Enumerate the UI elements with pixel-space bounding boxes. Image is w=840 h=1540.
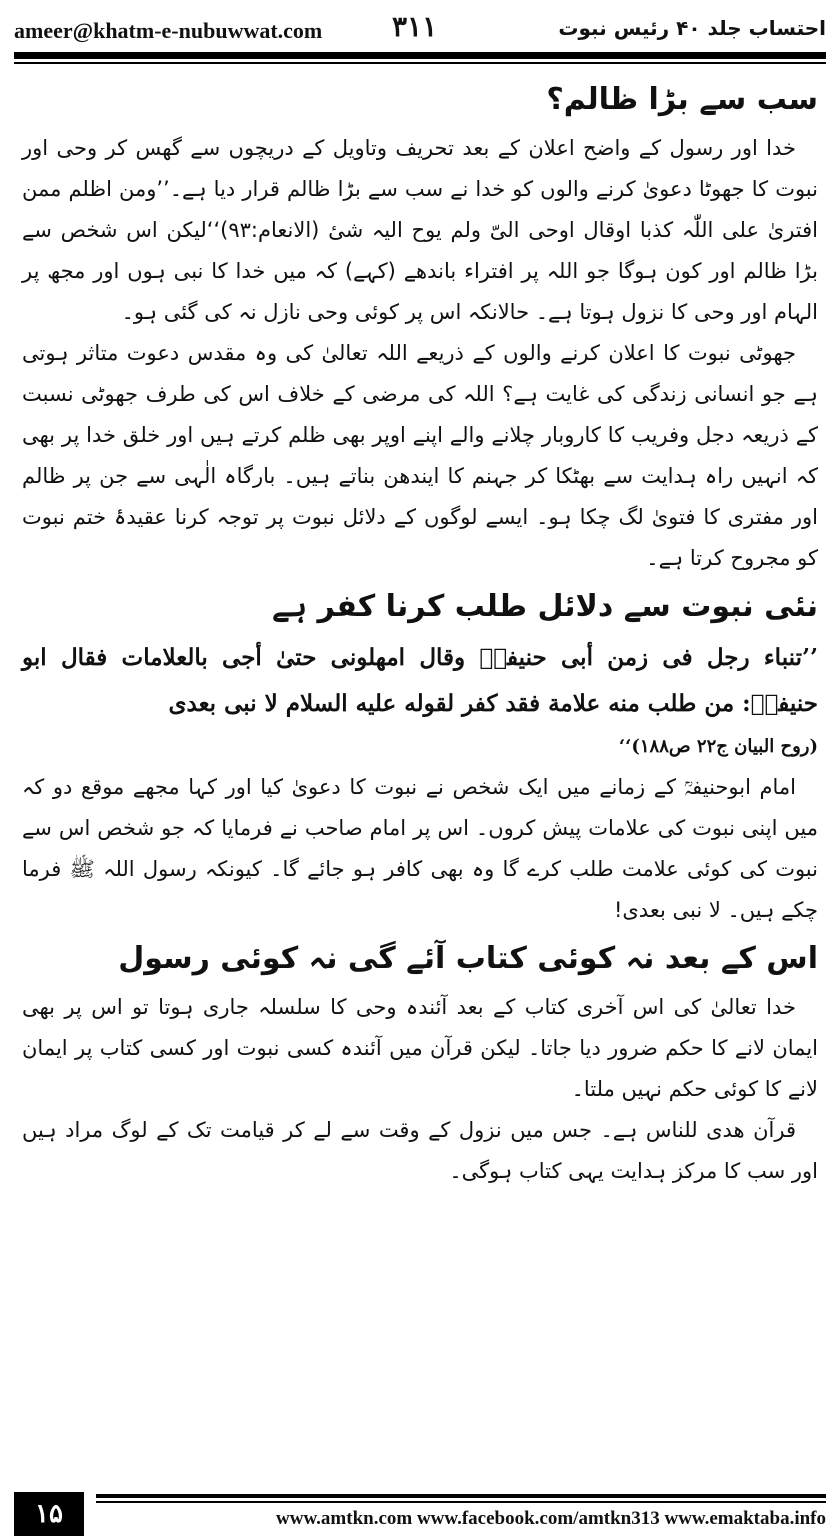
paragraph: امام ابوحنیفہؒ کے زمانے میں ایک شخص نے نبوت کا دعویٰ کیا اور کہا مجھے موقع دو کہ میں اپنی نبوت کی علامات پیش کروں۔ اس پر امام صاحب نے فرمایا کہ جو شخص اس سے نبوت کی کوئی علامت طلب کرے گا وہ بھی کافر ہو جائے گا۔ کیونکہ رسول اللہ ﷺ فرما چکے ہیں۔ لا نبی بعدی! — [22, 775, 818, 922]
paragraph: خدا اور رسول کے واضح اعلان کے بعد تحریف وتاویل کے دریچوں سے گھس کر وحی اور نبوت کا جھوٹا دعویٰ کرنے والوں کو خدا نے سب سے بڑا ظالم قرار دیا ہے۔’’ومن اظلم ممن افتریٰ علی اللّٰہ کذبا اوقال اوحی الیّ ولم یوح الیہ شیٔ (الانعام:۹۳)‘‘لیکن اس شخص سے بڑا ظالم اور کون ہوگا جو اللہ پر افتراء باندھے (کہے) کہ میں خدا کا نبی ہوں اور مجھ پر الہام اور وحی کا نزول ہوتا ہے۔ حالانکہ اس پر کوئی وحی نازل نہ کی گئی ہو۔ — [22, 136, 819, 324]
arabic-quote: ’’تنباء رجل فی زمن أبی حنیفۃؒ وقال امھلونی حتیٰ أجی بالعلامات فقال ابو حنیفۃؒ: من طلب منه علامة فقد كفر لقوله عليه السلام لا نبی بعدی — [22, 644, 818, 717]
footer-divider — [96, 1494, 826, 1498]
header-email: ameer@khatm-e-nubuwwat.com — [14, 18, 323, 43]
footer-divider-thin — [96, 1501, 826, 1503]
section-heading: سب سے بڑا ظالم؟ — [546, 82, 818, 117]
quote-reference: (روح البیان ج۲۲ ص۱۸۸)‘‘ — [618, 736, 818, 757]
paragraph: جھوٹی نبوت کا اعلان کرنے والوں کے ذریعے اللہ تعالیٰ کی وہ مقدس دعوت متاثر ہوتی ہے جو انسانی زندگی کی غایت ہے؟ اللہ کی مرضی کے خلاف اس کی طرف جھوٹی نسبت کے ذریعہ دجل وفریب کا کاروبار چلانے والے اپنے اوپر بھی ظلم کرتے ہیں اور خلق خدا پر بھی کہ انہیں راہ ہدایت سے بھٹکا کر جہنم کا ایندھن بناتے ہیں۔ بارگاہ الٰہی سے جن پر ظالم اور مفتری کا فتویٰ لگ چکا ہو۔ ایسے لوگوں کے دلائل نبوت پر توجہ کرنا عقیدۂ ختم نبوت کو مجروح کرتا ہے۔ — [22, 341, 818, 570]
header-book-title: احتساب جلد ۴۰ رئیس نبوت — [558, 16, 826, 40]
page-body — [22, 72, 818, 1192]
header-page-number: ۳۱۱ — [392, 10, 438, 43]
header-divider — [14, 52, 826, 59]
paragraph: خدا تعالیٰ کی اس آخری کتاب کے بعد آئندہ وحی کا سلسلہ جاری ہوتا تو اس پر بھی ایمان لانے کا حکم ضرور دیا جاتا۔ لیکن قرآن میں آئندہ کسی نبوت اور کسی کتاب پر ایمان لانے کا کوئی حکم نہیں ملتا۔ — [22, 995, 818, 1101]
header-divider-thin — [14, 62, 826, 64]
section-heading: نئی نبوت سے دلائل طلب کرنا کفر ہے — [271, 589, 818, 624]
footer-links: www.amtkn.com www.facebook.com/amtkn313 www.emaktaba.info — [276, 1508, 826, 1529]
footer-page-number: ۱۵ — [14, 1492, 84, 1536]
section-heading: اس کے بعد نہ کوئی کتاب آئے گی نہ کوئی رسول — [118, 941, 818, 976]
paragraph: قرآن ھدی للناس ہے۔ جس میں نزول کے وقت سے لے کر قیامت تک کے لوگ مراد ہیں اور سب کا مرکز ہدایت یہی کتاب ہوگی۔ — [22, 1118, 818, 1183]
page-header — [14, 8, 826, 48]
